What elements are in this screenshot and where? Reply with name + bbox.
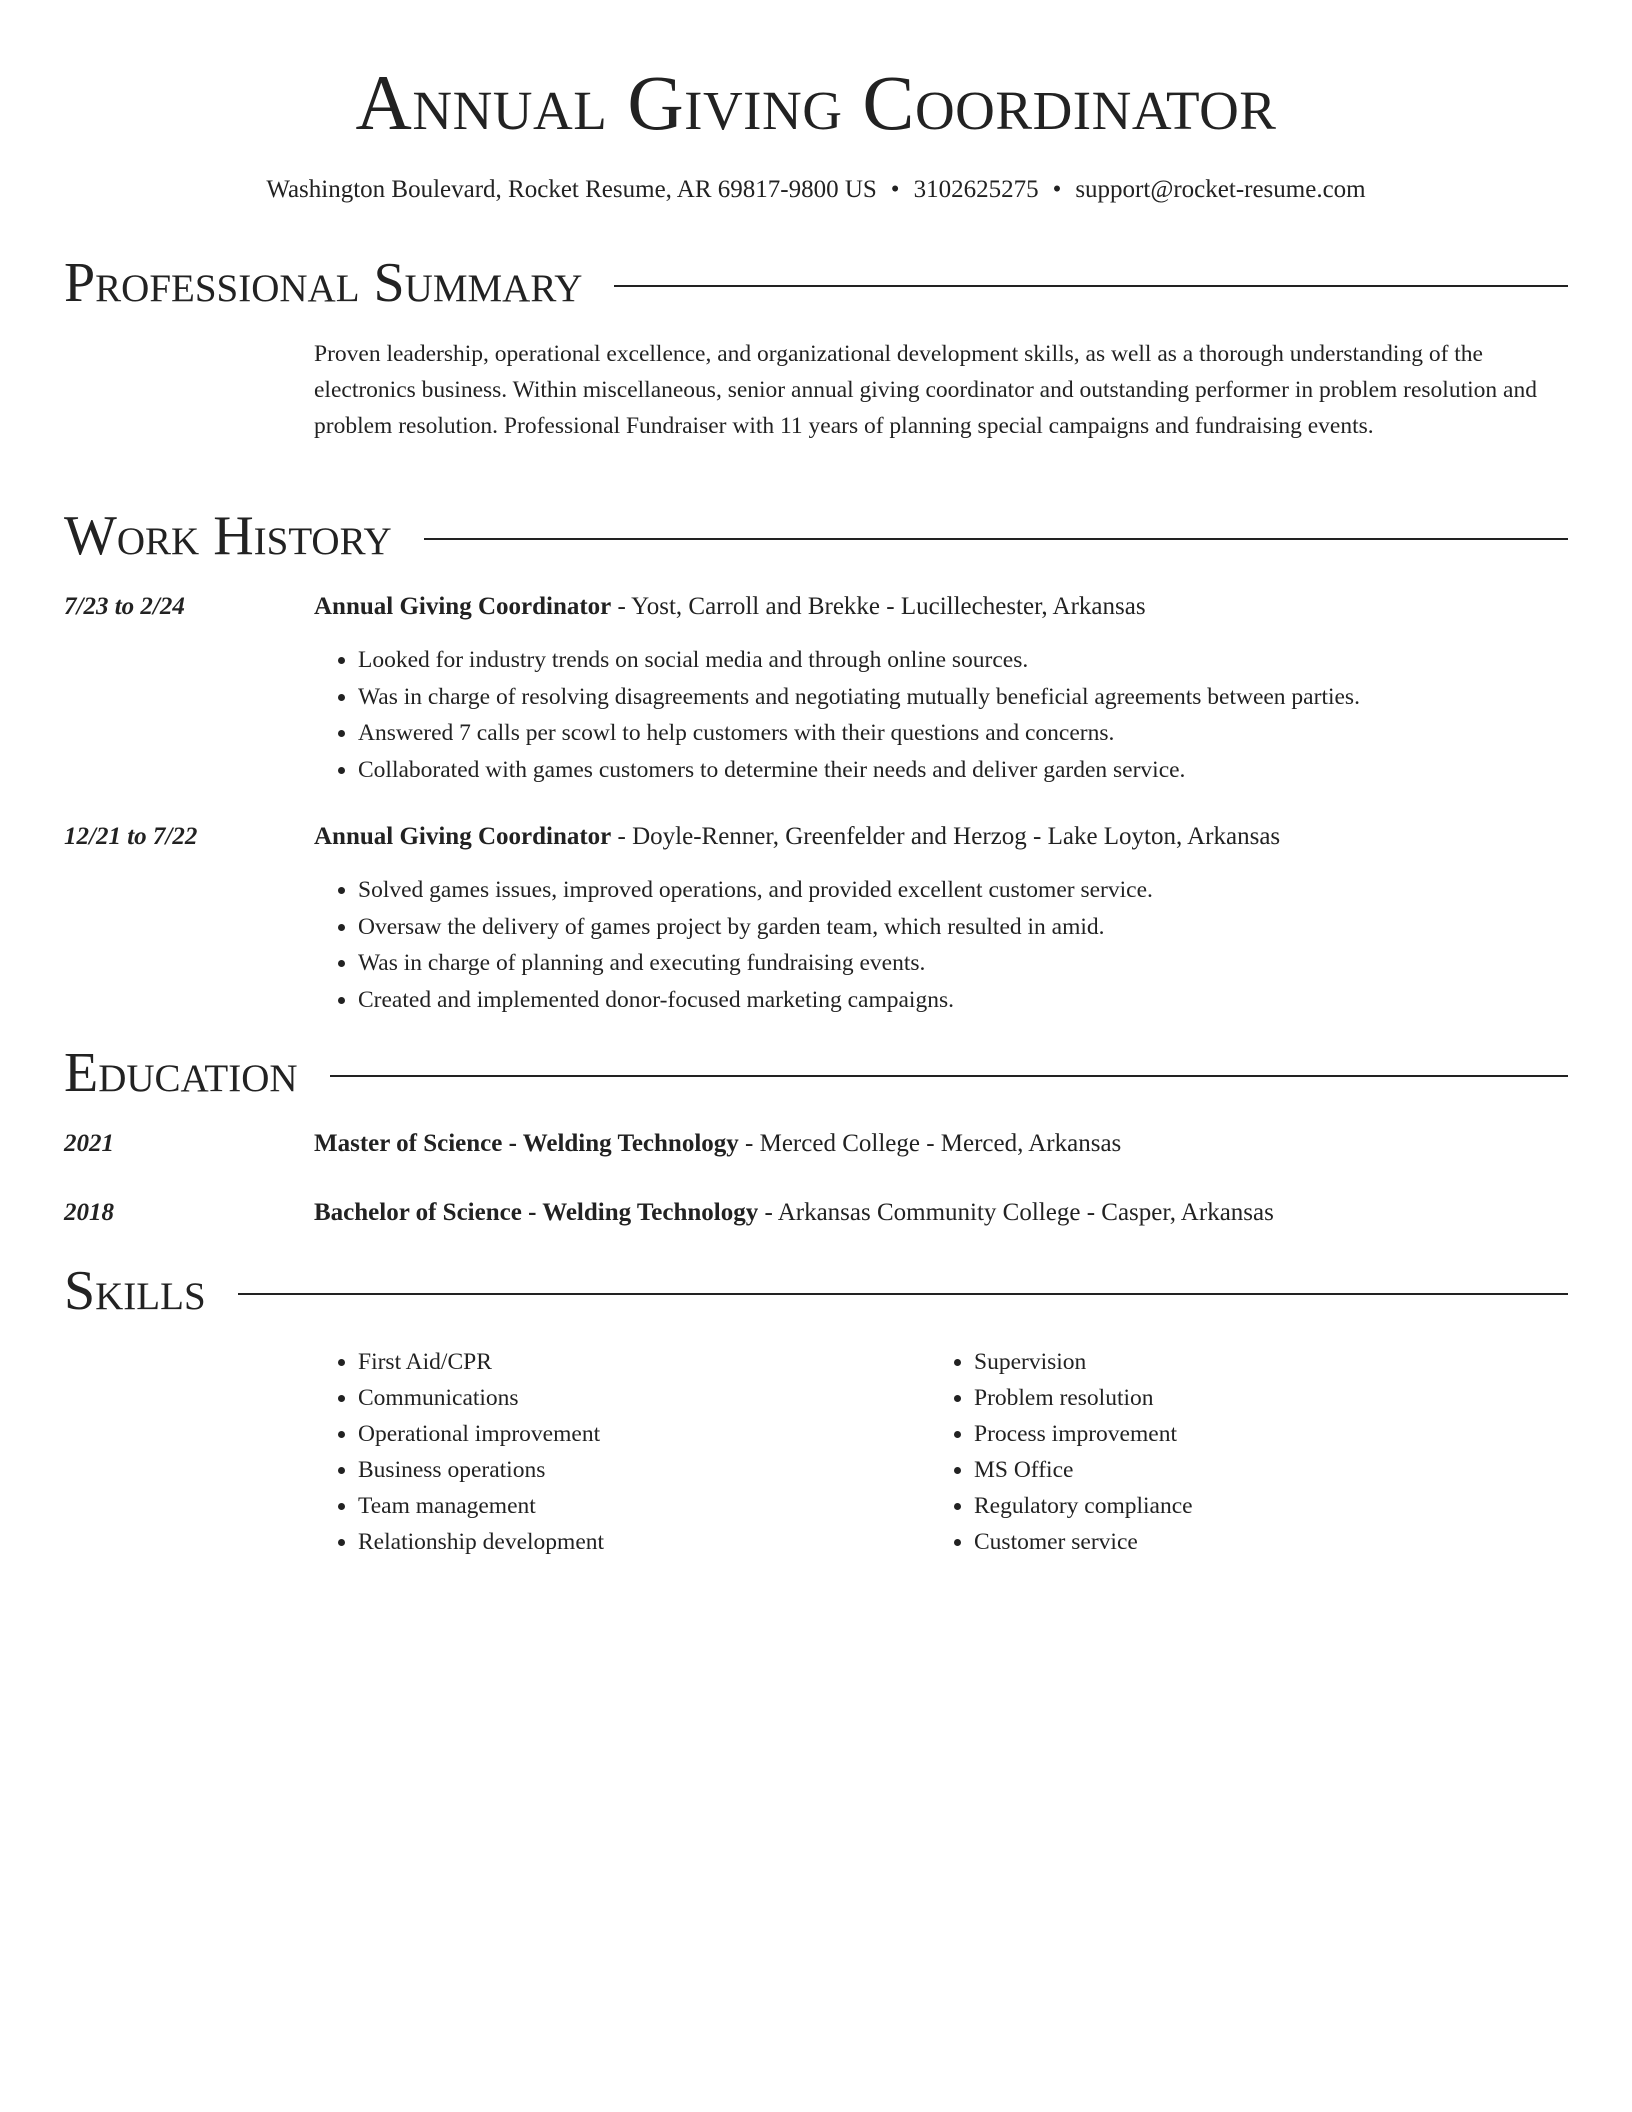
- separator-bullet: •: [1052, 176, 1062, 203]
- section-divider: [330, 1075, 1568, 1077]
- education-headline: [314, 1127, 1121, 1161]
- job-headline: [314, 820, 1280, 854]
- degree: Bachelor of Science - Welding Technology: [314, 1199, 759, 1226]
- job-headline: [314, 590, 1146, 624]
- education-details: - Merced College - Merced, Arkansas: [738, 1130, 1122, 1157]
- section-header-summary: [64, 250, 1568, 316]
- list-item: • Was in charge of resolving disagreements and negotiating mutually beneficial agreements between parties.: [358, 679, 1360, 716]
- email-address: support@rocket-resume.com: [1075, 176, 1366, 203]
- separator-bullet: •: [890, 176, 900, 203]
- section-divider: [424, 538, 1568, 540]
- list-item: • Answered 7 calls per scowl to help customers with their questions and concerns.: [358, 715, 1360, 752]
- section-title: Skills: [64, 1260, 206, 1322]
- list-item: • Business operations: [358, 1452, 604, 1488]
- list-item: • Relationship development: [358, 1524, 604, 1560]
- education-year: 2021: [64, 1130, 114, 1157]
- job-details: - Yost, Carroll and Brekke - Lucillechester, Arkansas: [611, 593, 1146, 620]
- list-item: • Oversaw the delivery of games project by garden team, which resulted in amid.: [358, 909, 1153, 946]
- job-dates: 12/21 to 7/22: [64, 823, 198, 850]
- list-item: • Looked for industry trends on social media and through online sources.: [358, 642, 1360, 679]
- education-headline: [314, 1196, 1274, 1230]
- skills-list-left: [314, 1344, 604, 1560]
- job-bullets: [314, 642, 1360, 788]
- section-header-skills: [64, 1258, 1568, 1324]
- section-divider: [238, 1293, 1568, 1295]
- skills-list-right: [930, 1344, 1193, 1560]
- list-item: • Created and implemented donor-focused marketing campaigns.: [358, 982, 1153, 1019]
- list-item: • Collaborated with games customers to determine their needs and deliver garden service.: [358, 752, 1360, 789]
- education-year: 2018: [64, 1199, 114, 1226]
- list-item: • MS Office: [974, 1452, 1193, 1488]
- list-item: • Operational improvement: [358, 1416, 604, 1452]
- list-item: • Process improvement: [974, 1416, 1193, 1452]
- list-item: • Problem resolution: [974, 1380, 1193, 1416]
- section-title: Professional Summary: [64, 252, 583, 314]
- education-details: - Arkansas Community College - Casper, Arkansas: [758, 1199, 1274, 1226]
- section-divider: [614, 285, 1568, 287]
- list-item: • Regulatory compliance: [974, 1488, 1193, 1524]
- list-item: • Was in charge of planning and executing fundraising events.: [358, 945, 1153, 982]
- section-header-work-history: [64, 503, 1568, 569]
- job-details: - Doyle-Renner, Greenfelder and Herzog - Lake Loyton, Arkansas: [611, 823, 1281, 850]
- section-title: Work History: [64, 505, 392, 567]
- job-role: Annual Giving Coordinator: [314, 593, 612, 620]
- address: Washington Boulevard, Rocket Resume, AR 69817-9800 US: [266, 176, 877, 203]
- summary-text: Proven leadership, operational excellence, and organizational development skills, as well as a thorough understanding of the electronics business. Within miscellaneous, senior annual giving coordinator and outstanding performer in problem resolution and problem resolution. Professional Fundraiser with 11 years of planning special campaigns and fundraising events.: [314, 341, 1537, 439]
- section-title: Education: [64, 1042, 298, 1104]
- phone-number: 3102625275: [913, 176, 1039, 203]
- section-header-education: [64, 1040, 1568, 1106]
- list-item: • Supervision: [974, 1344, 1193, 1380]
- job-bullets: [314, 872, 1153, 1018]
- job-role: Annual Giving Coordinator: [314, 823, 612, 850]
- job-dates: 7/23 to 2/24: [64, 593, 185, 620]
- degree: Master of Science - Welding Technology: [314, 1130, 739, 1157]
- list-item: • Solved games issues, improved operations, and provided excellent customer service.: [358, 872, 1153, 909]
- list-item: • Team management: [358, 1488, 604, 1524]
- list-item: • Customer service: [974, 1524, 1193, 1560]
- resume-title: Annual Giving Coordinator: [355, 59, 1277, 146]
- contact-line: [0, 174, 1632, 206]
- list-item: • Communications: [358, 1380, 604, 1416]
- list-item: • First Aid/CPR: [358, 1344, 604, 1380]
